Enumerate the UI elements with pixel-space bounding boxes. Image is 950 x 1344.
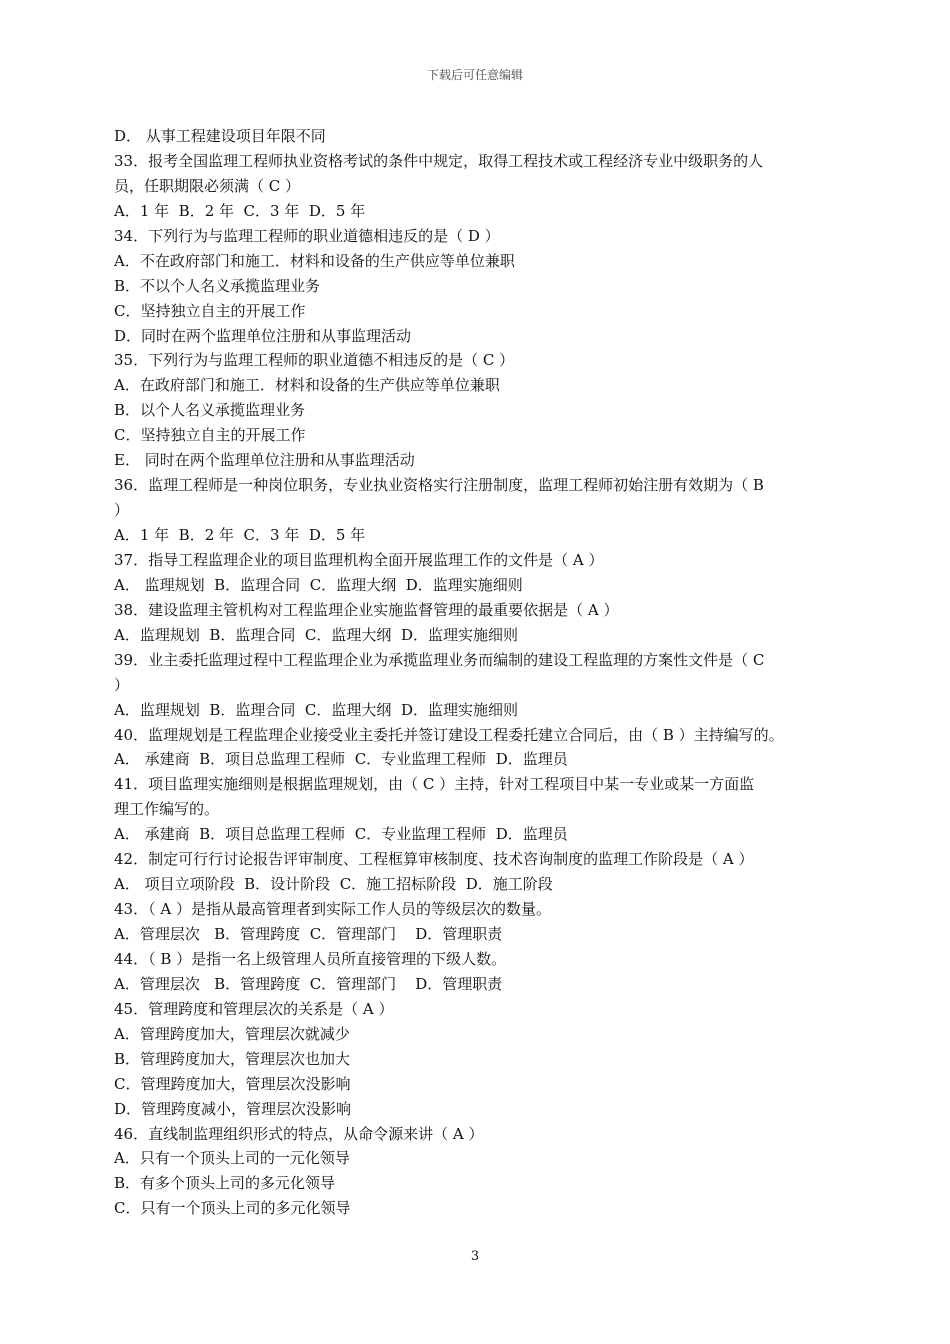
text-line: A．监理规划 B．监理合同 C．监理大纲 D．监理实施细则 bbox=[114, 700, 518, 719]
text-line: 36．监理工程师是一种岗位职务，专业执业资格实行注册制度，监理工程师初始注册有效期为（ B bbox=[114, 476, 764, 495]
text-line: A．1 年 B．2 年 C．3 年 D．5 年 bbox=[114, 201, 366, 220]
text-line: 42．制定可行行讨论报告评审制度、工程框算审核制度、技术咨询制度的监理工作阶段是（ A ） bbox=[114, 850, 754, 869]
text-line: 员，任职期限必须满（ C ） bbox=[114, 176, 301, 195]
text-line: A． 项目立项阶段 B．设计阶段 C．施工招标阶段 D．施工阶段 bbox=[114, 875, 553, 894]
text-line: A．在政府部门和施工．材料和设备的生产供应等单位兼职 bbox=[114, 376, 500, 395]
text-line: B．管理跨度加大，管理层次也加大 bbox=[114, 1049, 351, 1068]
document-body bbox=[114, 124, 854, 1221]
text-line: A．监理规划 B．监理合同 C．监理大纲 D．监理实施细则 bbox=[114, 625, 518, 644]
text-line: 33．报考全国监理工程师执业资格考试的条件中规定，取得工程技术或工程经济专业中级职务的人 bbox=[114, 151, 764, 170]
text-line: A．管理跨度加大，管理层次就减少 bbox=[114, 1024, 350, 1043]
text-line: 39．业主委托监理过程中工程监理企业为承揽监理业务而编制的建设工程监理的方案性文件是（ C bbox=[114, 650, 765, 669]
text-line: A．管理层次 B．管理跨度 C．管理部门 D．管理职责 bbox=[114, 925, 503, 943]
text-line: A． 监理规划 B．监理合同 C．监理大纲 D．监理实施细则 bbox=[114, 575, 523, 594]
text-line: 38．建设监理主管机构对工程监理企业实施监督管理的最重要依据是（ A ） bbox=[114, 600, 619, 619]
text-line: 46．直线制监理组织形式的特点，从命令源来讲（ A ） bbox=[114, 1124, 484, 1143]
text-line: B．有多个顶头上司的多元化领导 bbox=[114, 1174, 336, 1193]
text-line: 41．项目监理实施细则是根据监理规划，由（ C ）主持，针对工程项目中某一专业或某一方面监 bbox=[114, 775, 755, 794]
text-line: D．管理跨度减小，管理层次没影响 bbox=[114, 1099, 352, 1118]
page-header: 下载后可任意编辑 bbox=[426, 68, 523, 82]
text-line: B．不以个人名义承揽监理业务 bbox=[114, 276, 321, 295]
text-line: 34．下列行为与监理工程师的职业道德相违反的是（ D ） bbox=[114, 226, 500, 245]
text-line: C．只有一个顶头上司的多元化领导 bbox=[114, 1199, 351, 1218]
text-line: D．同时在两个监理单位注册和从事监理活动 bbox=[114, 326, 412, 345]
text-line: 35．下列行为与监理工程师的职业道德不相违反的是（ C ） bbox=[114, 351, 515, 370]
text-line: B．以个人名义承揽监理业务 bbox=[114, 401, 306, 420]
text-line: A．不在政府部门和施工．材料和设备的生产供应等单位兼职 bbox=[114, 251, 515, 270]
text-line: C．坚持独立自主的开展工作 bbox=[114, 426, 306, 445]
text-line: A．管理层次 B．管理跨度 C．管理部门 D．管理职责 bbox=[114, 974, 503, 993]
text-line: C．坚持独立自主的开展工作 bbox=[114, 301, 306, 320]
text-line: 37．指导工程监理企业的项目监理机构全面开展监理工作的文件是（ A ） bbox=[114, 550, 604, 569]
text-line: 43．（ A ）是指从最高管理者到实际工作人员的等级层次的数量。 bbox=[114, 900, 551, 919]
text-line: ） bbox=[114, 675, 130, 694]
text-line: 45．管理跨度和管理层次的关系是（ A ） bbox=[114, 999, 394, 1018]
page-number: 3 bbox=[470, 1249, 480, 1264]
text-line: A．只有一个顶头上司的一元化领导 bbox=[114, 1149, 350, 1168]
text-line: E． 同时在两个监理单位注册和从事监理活动 bbox=[114, 451, 415, 470]
text-line: D． 从事工程建设项目年限不同 bbox=[114, 127, 326, 145]
text-line: A． 承建商 B．项目总监理工程师 C．专业监理工程师 D．监理员 bbox=[114, 750, 568, 769]
text-line: A． 承建商 B．项目总监理工程师 C．专业监理工程师 D．监理员 bbox=[114, 825, 568, 844]
text-line: 44．（ B ）是指一名上级管理人员所直接管理的下级人数。 bbox=[114, 949, 507, 968]
text-line: ） bbox=[114, 501, 130, 520]
text-line: 40．监理规划是工程监理企业接受业主委托并签订建设工程委托建立合同后，由（ B ）主持编写的。 bbox=[114, 725, 784, 744]
text-line: A．1 年 B．2 年 C．3 年 D．5 年 bbox=[114, 526, 366, 544]
text-line: 理工作编写的。 bbox=[114, 800, 220, 819]
text-line: C．管理跨度加大，管理层次没影响 bbox=[114, 1074, 351, 1093]
